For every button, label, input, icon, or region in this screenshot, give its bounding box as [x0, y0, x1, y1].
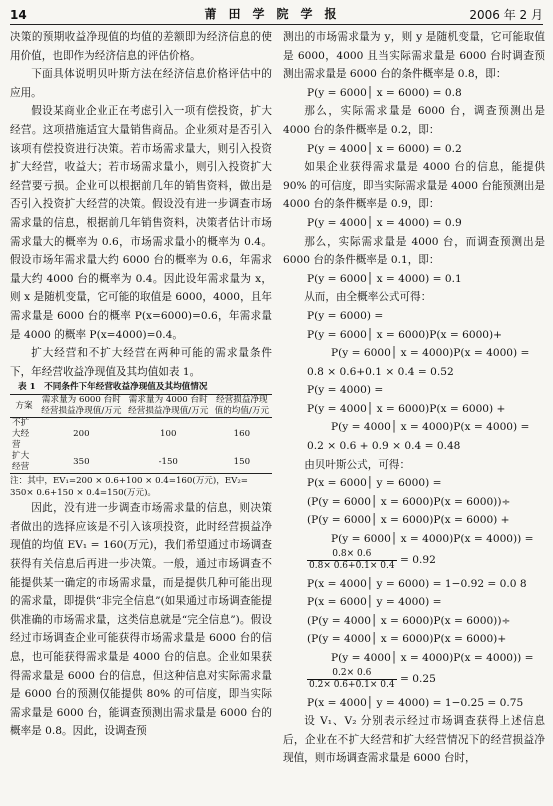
equation: P(y = 4000) = — [307, 384, 384, 397]
equation: (P(y = 4000│ x = 6000)P(x = 6000))÷ — [307, 614, 511, 627]
table-header-row — [10, 395, 272, 418]
fraction-numerator: 0.2× 0.6 — [307, 668, 397, 680]
fraction-denominator: 0.2× 0.6+0.1× 0.4 — [309, 679, 395, 690]
running-header — [10, 4, 543, 25]
table-header-cell: 经营损益净现值的均值/万元 — [212, 395, 272, 418]
equation: P(y = 6000│ x = 6000) = 0.8 — [307, 86, 462, 99]
equation: (P(y = 6000│ x = 6000)P(x = 6000))÷ — [307, 495, 511, 508]
paragraph: 下面具体说明贝叶斯方法在经济信息价格评估中的应用。 — [10, 68, 272, 99]
table-row — [10, 418, 272, 452]
equation: P(y = 6000) = — [307, 309, 384, 322]
paragraph: 那么，实际需求量是 4000 台，而调查预测出是 6000 台的条件概率是 0.1，即： — [283, 235, 545, 267]
equation: P(y = 6000│ x = 4000)P(x = 4000) = — [331, 347, 530, 360]
table-cell: -150 — [158, 456, 178, 467]
table-cell: 扩大经营 — [12, 451, 30, 473]
paragraph: 假设某商业企业正在考虑引入一项有偿投资，扩大经营。这项措施适宜大量销售商品。企业须对是否引入该项有偿投资进行决策。若市场需求量大，则引入投资扩大经营，收益大；若市场需求量小，则引入投资扩大经营要亏损。企业可以根据前几年的销售资料，做出是否引入投资扩大经营的决策。假设没有进一步调查市场需求量的信息，根据前几年销售资料，决策者估计市场需求量大的概率为 0.6，市场需求量小的概率为 0.4。假设市场年需求量大约 6000 台的概率为 0.6，年需求量大约 4000 台的概率为 0.4。因此设年需求量为 x，则 x 是随机变量，它可能的取值是 6000，4000，且年需求量是 6000 台的概率 P(x=6000)=0.6，年需求量是 4000 的概率 P(x=4000)=0.4。 — [10, 105, 272, 341]
paragraph: 从而，由全概率公式可得： — [304, 291, 432, 304]
table-header-cell: 需求量为 4000 台时经营损益净现值/万元 — [125, 395, 212, 418]
equation: P(y = 4000│ x = 4000)P(x = 4000)) = — [331, 652, 534, 664]
paragraph: 测出的市场需求量为 y，则 y 是随机变量，它可能取值是 6000，4000 且当实际需求量是 6000 台时调查预测出需求量是 6000 台的条件概率是 0.8，即： — [283, 31, 545, 81]
left-column — [10, 28, 272, 741]
fraction-result: = 0.25 — [399, 672, 436, 685]
fraction-equation — [283, 549, 545, 575]
fraction-denominator: 0.8× 0.6+0.1× 0.4 — [309, 560, 395, 571]
equation: 0.8 × 0.6+0.1 × 0.4 = 0.52 — [307, 365, 454, 378]
paragraph: 因此，没有进一步调查市场需求量的信息，则决策者做出的选择应该是不引入该项投资，此时经营损益净现值的均值 EV₁ = 160(万元)，我们希望通过市场调查获得有关信息后再进一步决策。一般，通过市场调查不能提供某一确定的市场需求量，而是提供几种可能出现的需求量，即提供“非完全信息”(如果通过市场调查能提供准确的市场需求量，这类信息就是“完全信息”)。假设经过市场调查企业可能获得市场需求量是 6000 台的信息，也可能获得需求量是 4000 台的信息。企业如果获得需求量是 6000 台的信息，但这种信息对实际需求量是 6000 台的预测仅能提供 80% 的可信度，即当实际需求量是 6000 台，能调查预测出需求量是 6000 台的概率是 0.8。因此，设调查预 — [10, 502, 272, 738]
fraction-numerator: 0.8× 0.6 — [307, 549, 397, 561]
table-cell: 150 — [233, 456, 251, 467]
page-number: 14 — [10, 8, 27, 22]
paragraph: 扩大经营和不扩大经营在两种可能的需求量条件下，年经营收益净现值及其均值如表 1。 — [10, 347, 272, 378]
equation: P(y = 6000│ x = 6000)P(x = 6000)+ — [307, 328, 503, 341]
table-cell: 不扩大经营 — [12, 418, 30, 451]
table-cell: 200 — [73, 429, 90, 440]
equation: (P(y = 4000│ x = 6000)P(x = 6000)+ — [307, 633, 507, 646]
table-note: 注：其中，EV₁=200 × 0.6+100 × 0.4=160(万元)，EV₂= — [10, 476, 248, 487]
table-row — [10, 451, 272, 474]
fraction-result: = 0.92 — [399, 553, 436, 566]
equation: P(x = 4000│ y = 6000) = 1−0.92 = 0.0 8 — [307, 577, 527, 590]
equation: P(y = 6000│ x = 4000) = 0.1 — [307, 272, 462, 285]
equation: P(y = 4000│ x = 4000) = 0.9 — [307, 216, 462, 229]
fraction-equation — [283, 668, 545, 694]
table-cell: 160 — [233, 429, 251, 440]
equation: (P(y = 6000│ x = 6000)P(x = 6000) + — [307, 514, 510, 527]
table-cell: 350 — [73, 456, 90, 467]
paragraph: 那么，实际需求量是 6000 台，调查预测出是 4000 台的条件概率是 0.2，即： — [283, 105, 545, 136]
table-cell: 100 — [160, 429, 177, 440]
equation: P(x = 6000│ y = 4000) = — [307, 596, 442, 609]
right-column — [283, 28, 545, 768]
equation: P(y = 6000│ x = 4000)P(x = 4000)) = — [331, 533, 534, 546]
equation: 0.2 × 0.6 + 0.9 × 0.4 = 0.48 — [307, 440, 461, 453]
journal-title: 莆田学院学报 — [204, 7, 349, 21]
equation: P(y = 4000│ x = 4000)P(x = 4000) = — [331, 421, 530, 434]
fraction — [307, 549, 397, 572]
paragraph: 决策的预期收益净现值的均值的差额即为经济信息的使用价值，也即作为经济信息的评估价格。 — [10, 31, 272, 62]
issue-date: 2006 年 2 月 — [469, 8, 543, 22]
table-header-cell: 需求量为 6000 台时经营损益净现值/万元 — [38, 395, 125, 418]
paragraph: 如果企业获得需求量是 4000 台的信息，能提供 90% 的可信度，即当实际需求量是 4000 台能预测出是 4000 台的条件概率是 0.9，即： — [283, 161, 545, 211]
results-table — [10, 394, 272, 474]
equation: P(x = 4000│ y = 4000) = 1−0.25 = 0.75 — [307, 696, 524, 709]
equation: P(x = 6000│ y = 6000) = — [307, 477, 442, 490]
paragraph: 设 V₁、V₂ 分别表示经过市场调查获得上述信息后，企业在不扩大经营和扩大经营情况下的经营损益净现值，则市场调查需求量是 6000 台时， — [283, 715, 545, 765]
equation: P(y = 4000│ x = 6000)P(x = 6000) + — [307, 402, 506, 415]
equation: P(y = 4000│ x = 6000) = 0.2 — [307, 142, 462, 155]
table-note: 350× 0.6+150 × 0.4=150(万元)。 — [10, 488, 157, 499]
table-caption: 表 1 不同条件下年经营收益净现值及其均值情况 — [18, 382, 208, 393]
paragraph: 由贝叶斯公式，可得： — [304, 458, 411, 471]
table-header-cell: 方案 — [10, 395, 38, 418]
fraction — [307, 668, 397, 691]
